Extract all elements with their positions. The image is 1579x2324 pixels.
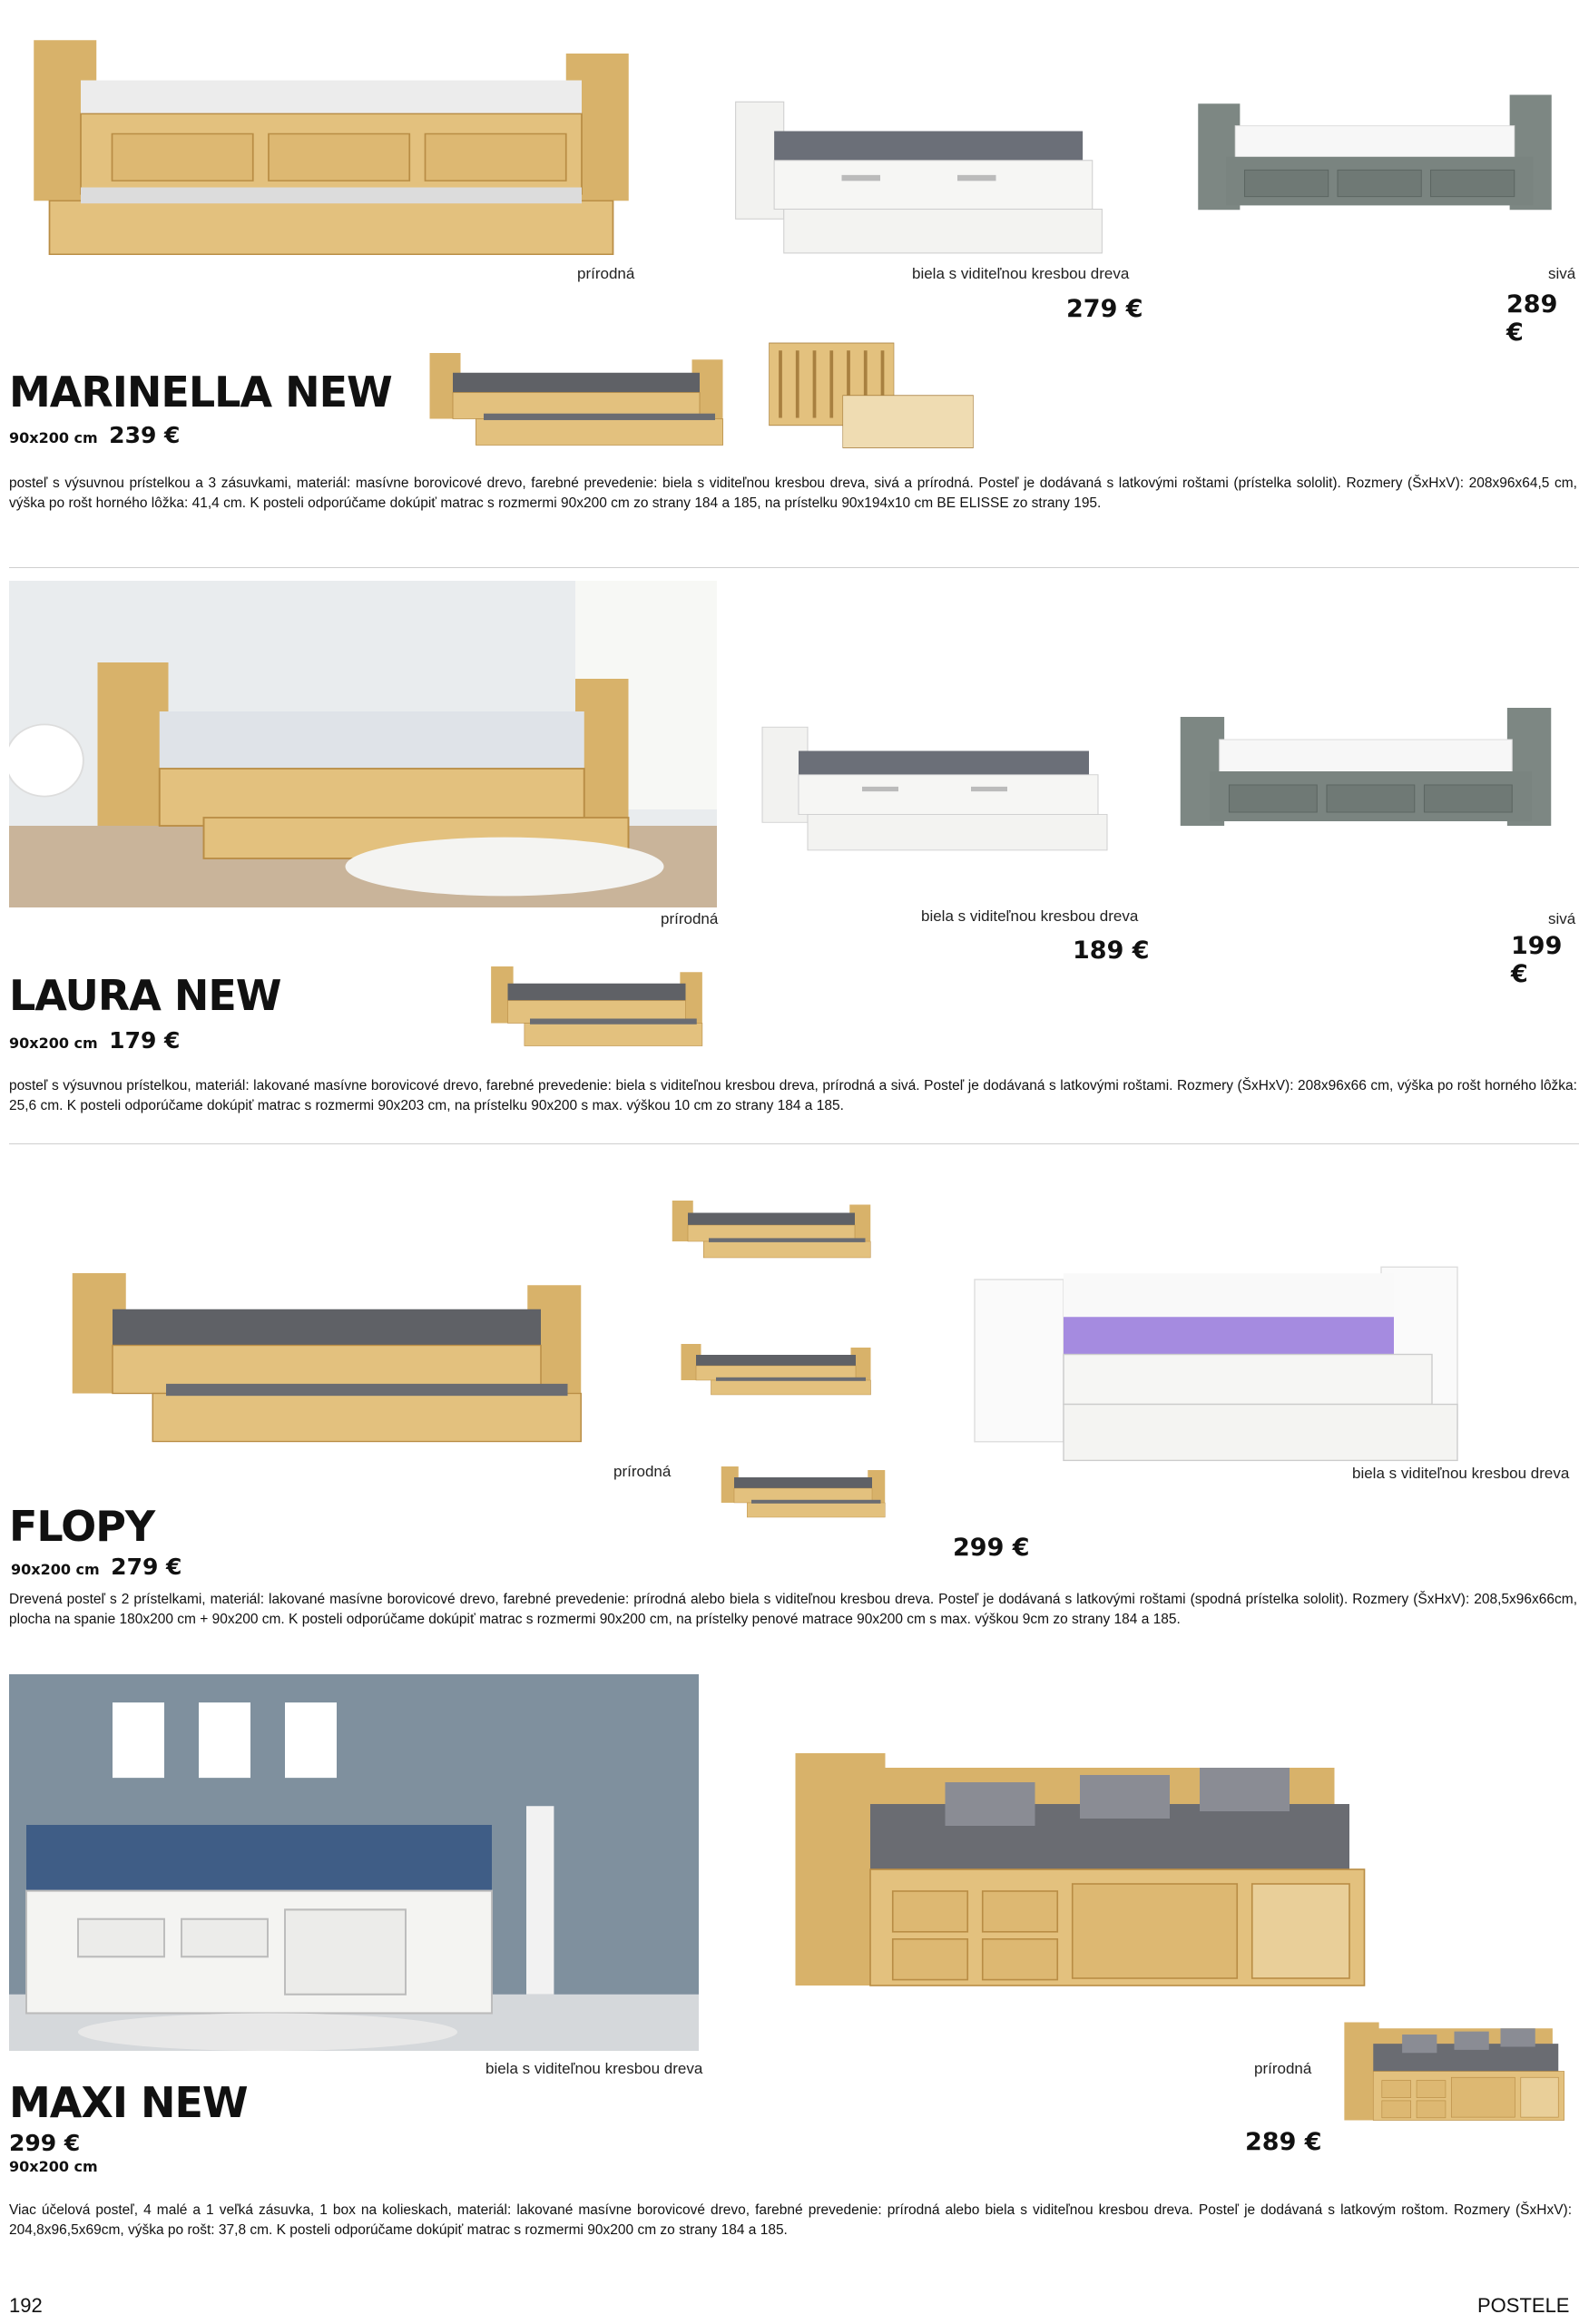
- laura-variant-grey: sivá: [1548, 910, 1576, 927]
- marinella-natural-photo: [18, 0, 644, 268]
- marinella-base-price: 239 €: [109, 422, 181, 448]
- laura-title: LAURA NEW: [9, 971, 281, 1020]
- maxi-room-photo: [9, 1674, 699, 2051]
- laura-variant-white: biela s viditeľnou kresbou dreva: [921, 907, 1139, 925]
- marinella-slats-photo: [758, 313, 985, 463]
- laura-variant-natural: prírodná: [661, 910, 719, 927]
- maxi-description: Viac účelová posteľ, 4 malé a 1 veľká zásuvka, 1 box na kolieskach, materiál: lakované masívne borovicové drevo, farebné prevedenie: prírodná alebo biela s viditeľnou kresbou dreva. Posteľ je dodávaná s latkovým roštom. Rozmery (ŠxHxV): 204,8x96,5x69cm, výška po rošt: 37,8 cm. K posteli odporúčame dokúpiť matrac s rozmermi 90x200 cm zo strany 184 a 185.: [9, 2202, 1572, 2238]
- maxi-variant-natural: prírodná: [1254, 2060, 1312, 2077]
- laura-white-photo: [753, 703, 1116, 862]
- flopy-white-photo: [962, 1230, 1470, 1479]
- page-number: 192: [9, 2294, 43, 2317]
- flopy-variant-white: biela s viditeľnou kresbou dreva: [1352, 1465, 1570, 1482]
- laura-detail-photo: [485, 944, 708, 1057]
- laura-size: 90x200 cm: [9, 1035, 98, 1052]
- flopy-detail-photo-1: [667, 1184, 876, 1266]
- laura-price-white: 189 €: [1073, 936, 1150, 965]
- maxi-base-price-value: 299 €: [9, 2130, 81, 2156]
- flopy-natural-photo: [59, 1225, 594, 1466]
- flopy-title: FLOPY: [9, 1502, 155, 1551]
- laura-base-price-row: [9, 1027, 180, 1054]
- laura-base-price: 179 €: [109, 1027, 181, 1054]
- laura-price-grey: 199 €: [1511, 932, 1563, 988]
- divider: [9, 1143, 1579, 1144]
- maxi-title: MAXI NEW: [9, 2078, 248, 2127]
- marinella-description: posteľ s výsuvnou prístelkou a 3 zásuvkami, materiál: masívne borovicové drevo, farebné prevedenie: biela s viditeľnou kresbou dreva, sivá a prírodná. Posteľ je dodávaná s latkovými roštami (prístelka sololit). Rozmery (ŠxHxV): 208x96x64,5 cm, výška po rošt horného lôžka: 41,4 cm. K posteli odporúčame dokúpiť matrac s rozmermi 90x200 cm zo strany 184 a 185, na prístelku 90x194x10 cm BE ELISSE zo strany 195.: [9, 476, 1577, 511]
- marinella-title: MARINELLA NEW: [9, 368, 392, 417]
- laura-room-photo: [9, 581, 717, 907]
- marinella-grey-photo: [1189, 77, 1561, 254]
- maxi-size: 90x200 cm: [9, 2158, 98, 2175]
- flopy-base-price: 279 €: [111, 1554, 182, 1580]
- marinella-variant-natural: prírodná: [577, 265, 635, 282]
- marinella-price-white: 279 €: [1066, 295, 1143, 323]
- maxi-detail-photo: [1339, 2010, 1570, 2133]
- flopy-detail-photo-3: [717, 1452, 889, 1525]
- marinella-price-grey: 289 €: [1506, 290, 1558, 347]
- flopy-variant-natural: prírodná: [613, 1463, 672, 1480]
- flopy-description: Drevená posteľ s 2 prístelkami, materiál: lakované masívne borovicové drevo, farebné prevedenie: prírodná alebo biela s viditeľnou kresbou dreva. Posteľ je dodávaná s latkovými roštami (spodná prístelka sololit). Rozmery (ŠxHxV): 208,5x96x66cm, plocha na spanie 180x200 cm + 90x200 cm. K posteli odporúčame dokúpiť matrac s rozmermi 90x200 cm, na prístelky penové matrace 90x200 cm s max. výškou 9cm zo strany 184 a 185.: [9, 1592, 1577, 1627]
- flopy-size: 90x200 cm: [11, 1561, 100, 1578]
- maxi-natural-photo: [780, 1724, 1379, 2015]
- marinella-variant-grey: sivá: [1548, 265, 1576, 282]
- section-label: POSTELE: [1477, 2294, 1570, 2317]
- laura-description: posteľ s výsuvnou prístelkou, materiál: lakované masívne borovicové drevo, farebné prevedenie: biela s viditeľnou kresbou dreva, prírodná a sivá. Posteľ je dodávaná s latkovými roštami. Rozmery (ŠxHxV): 208x96x66 cm, výška po rošt horného lôžka: 25,6 cm. K posteli odporúčame dokúpiť matrac s rozmermi 90x203 cm, na prístelku 90x200 s max. výškou 10 cm zo strany 184 a 185.: [9, 1078, 1577, 1113]
- maxi-variant-white: biela s viditeľnou kresbou dreva: [485, 2060, 703, 2077]
- laura-grey-photo: [1171, 690, 1561, 871]
- marinella-detail-photo: [422, 327, 731, 458]
- flopy-base-price-row: [11, 1554, 181, 1580]
- flopy-detail-photo-2: [676, 1329, 876, 1402]
- marinella-size: 90x200 cm: [9, 429, 98, 446]
- flopy-price-white: 299 €: [953, 1534, 1030, 1562]
- marinella-white-photo: [726, 73, 1112, 268]
- maxi-price-natural: 289 €: [1245, 2128, 1322, 2156]
- divider: [9, 567, 1579, 568]
- marinella-variant-white: biela s viditeľnou kresbou dreva: [912, 265, 1130, 282]
- marinella-base-price-row: [9, 422, 180, 448]
- maxi-base-price: [9, 2130, 98, 2175]
